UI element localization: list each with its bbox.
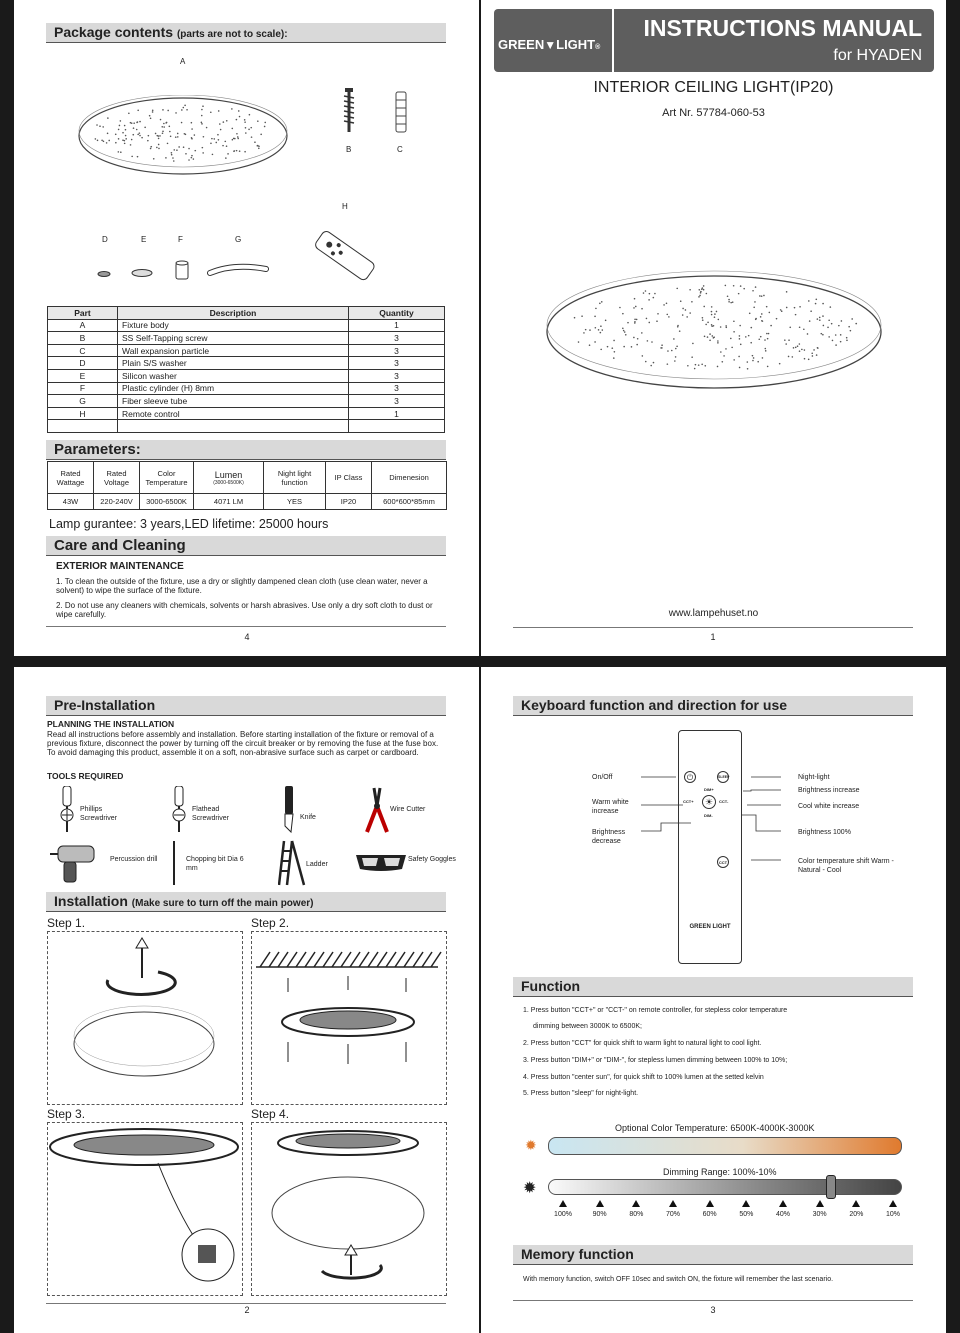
- step-3-label: Step 3.: [47, 1107, 86, 1121]
- power-icon: ⏻: [686, 773, 694, 782]
- tick-label: 90%: [592, 1211, 607, 1218]
- page-number-2: 2: [244, 1305, 250, 1315]
- phillips-label: Phillips Screwdriver: [80, 806, 117, 822]
- function-title: Function: [513, 977, 913, 997]
- table-cell: A: [48, 319, 118, 332]
- tick-label: 50%: [739, 1211, 754, 1218]
- step-1-box: [47, 931, 243, 1105]
- installation-title: Installation (Make sure to turn off the main power): [46, 892, 446, 912]
- header-divider: [612, 9, 614, 72]
- parameters-title: Parameters:: [46, 440, 446, 460]
- color-shift-label: Color temperature shift Warm - Natural - Cool: [798, 858, 894, 874]
- step-2-label: Step 2.: [251, 916, 290, 930]
- step-2-box: [251, 931, 447, 1105]
- function-item-3: 3. Press button "DIM+" or "DIM-", for stepless lumen dimming between 100% to 10%;: [523, 1057, 788, 1064]
- exterior-maintenance-title: EXTERIOR MAINTENANCE: [56, 561, 184, 572]
- manual-subtitle: for HYADEN: [833, 47, 922, 64]
- table-cell: B: [48, 332, 118, 345]
- ceiling-light-illustration: [545, 268, 883, 392]
- table-cell: Plain S/S washer: [118, 357, 349, 370]
- label-b: B: [346, 145, 352, 154]
- param-header-wattage: Rated Wattage: [48, 462, 94, 494]
- step-1-label: Step 1.: [47, 916, 86, 930]
- bright-sun-icon: ✹: [523, 1180, 537, 1197]
- tick-label: 40%: [775, 1211, 790, 1218]
- table-cell: E: [48, 369, 118, 382]
- table-cell: 3: [349, 395, 445, 408]
- param-header-night-light: Night light function: [264, 462, 326, 494]
- footer-line: [46, 626, 446, 627]
- tick-marker: [632, 1200, 640, 1207]
- function-item-4: 4. Press button "center sun", for quick shift to 100% lumen at the setted kelvin: [523, 1074, 764, 1081]
- table-cell: 3: [349, 332, 445, 345]
- tick-label: 60%: [702, 1211, 717, 1218]
- planning-title: PLANNING THE INSTALLATION: [47, 719, 175, 729]
- page-number-3: 3: [710, 1305, 716, 1315]
- param-value: 3000-6500K: [140, 494, 194, 510]
- care-title: Care and Cleaning: [46, 536, 446, 556]
- page-number-4: 4: [244, 632, 250, 642]
- drill-label: Percussion drill: [110, 856, 158, 863]
- table-cell: 3: [349, 344, 445, 357]
- warm-sun-icon: ✹: [525, 1137, 537, 1153]
- parameters-table: [47, 461, 447, 510]
- tools-title: TOOLS REQUIRED: [47, 771, 124, 781]
- package-contents-title: Package contents (parts are not to scale):: [46, 23, 446, 43]
- param-value: 4071 LM: [194, 494, 264, 510]
- ladder-icon: [278, 839, 306, 887]
- dimming-range-bar: [548, 1179, 902, 1195]
- label-d: D: [102, 235, 108, 244]
- brightness-decrease-label: Brightness decrease: [592, 829, 626, 845]
- footer-line: [513, 1300, 913, 1301]
- drill-bit-icon: [170, 841, 178, 885]
- table-cell: Fixture body: [118, 319, 349, 332]
- percussion-drill-icon: [50, 842, 104, 886]
- table-cell: 3: [349, 382, 445, 395]
- tick-label: 80%: [629, 1211, 644, 1218]
- step-3-illustration: [48, 1123, 244, 1297]
- tick-label: 30%: [812, 1211, 827, 1218]
- care-item-1: 1. To clean the outside of the fixture, use a dry or slightly dampened clean cloth (use clean water, never a solvent) to wipe the surface of the fixture.: [56, 577, 428, 595]
- label-c: C: [397, 145, 403, 154]
- param-header-lumen: Lumen (3000-6500K): [194, 462, 264, 494]
- param-header-dimension: Dimenesion: [372, 462, 447, 494]
- param-value: 220-240V: [94, 494, 140, 510]
- table-cell: H: [48, 407, 118, 420]
- parts-header-part: Part: [48, 307, 118, 320]
- page-1: [481, 0, 946, 656]
- sun-icon: ☀: [704, 797, 714, 807]
- tick-label: 10%: [885, 1211, 900, 1218]
- table-cell: SS Self-Tapping screw: [118, 332, 349, 345]
- parts-table: [47, 306, 445, 433]
- memory-text: With memory function, switch OFF 10sec and switch ON, the fixture will remember the last scenario.: [523, 1276, 834, 1283]
- night-light-label: Night-light: [798, 774, 830, 781]
- param-header-ip-class: IP Class: [326, 462, 372, 494]
- website-text: www.lampehuset.no: [668, 608, 759, 619]
- pre-installation-title: Pre-Installation: [46, 696, 446, 716]
- label-g: G: [235, 235, 242, 244]
- tick-marker: [852, 1200, 860, 1207]
- tick-marker: [816, 1200, 824, 1207]
- table-cell: Silicon washer: [118, 369, 349, 382]
- label-e: E: [141, 235, 147, 244]
- page-3: [481, 667, 946, 1333]
- table-row: [48, 395, 445, 408]
- step-2-illustration: [252, 932, 448, 1106]
- step-4-box: [251, 1122, 447, 1296]
- planning-text: Read all instructions before assembly and installation. Before starting installation of the fixture or removal of a previous fixture, disconnect the power by turning off the circuit breaker or by removing the fuse at the fuse box. To avoid damaging this product, assemble it on a soft, non-abrasive surface such as carpet or cardboard.: [47, 730, 439, 757]
- table-cell: F: [48, 382, 118, 395]
- color-temperature-bar: [548, 1137, 902, 1155]
- param-header-voltage: Rated Voltage: [94, 462, 140, 494]
- label-a: A: [180, 57, 186, 66]
- parts-header-quantity: Quantity: [349, 307, 445, 320]
- sleep-button[interactable]: SLEEP: [717, 771, 729, 783]
- keyboard-function-title: Keyboard function and direction for use: [513, 696, 913, 716]
- step-4-label: Step 4.: [251, 1107, 290, 1121]
- brightness-100-label: Brightness 100%: [798, 829, 851, 836]
- article-number: Art Nr. 57784-060-53: [662, 107, 765, 119]
- table-cell: Wall expansion particle: [118, 344, 349, 357]
- guarantee-text: Lamp gurantee: 3 years,LED lifetime: 25000 hours: [49, 517, 329, 531]
- table-cell: 1: [349, 319, 445, 332]
- tick-label: 70%: [665, 1211, 680, 1218]
- function-item-5: 5. Press button "sleep" for night-light.: [523, 1090, 639, 1097]
- parts-header-description: Description: [118, 307, 349, 320]
- cool-white-label: Cool white increase: [798, 803, 860, 810]
- screw-illustration: [342, 88, 356, 134]
- param-value: IP20: [326, 494, 372, 510]
- color-temp-label: Optional Color Temperature: 6500K-4000K-3000K: [615, 1123, 815, 1133]
- care-item-2: 2. Do not use any cleaners with chemicals, solvents or harsh abrasives. Use only a dry soft cloth to dust or wipe carefully.: [56, 601, 433, 619]
- brightness-increase-label: Brightness increase: [798, 787, 860, 794]
- knife-label: Knife: [300, 814, 316, 821]
- label-f: F: [178, 235, 183, 244]
- flathead-label: Flathead Screwdriver: [192, 806, 229, 822]
- cct-plus-button[interactable]: CCT+: [683, 799, 694, 804]
- wall-plug-illustration: [394, 90, 408, 134]
- tick-marker: [706, 1200, 714, 1207]
- small-parts-illustration: [94, 215, 394, 285]
- wire-cutter-label: Wire Cutter: [390, 806, 426, 813]
- param-header-color-temp: Color Temperature: [140, 462, 194, 494]
- table-row: [48, 407, 445, 420]
- step-1-illustration: [48, 932, 244, 1106]
- table-row: [48, 382, 445, 395]
- table-cell: 3: [349, 369, 445, 382]
- table-row: [48, 332, 445, 345]
- function-item-1: 1. Press button "CCT+" or "CCT-" on remote controller, for stepless color temperature: [523, 1007, 788, 1014]
- label-h: H: [342, 202, 348, 211]
- function-item-2: 2. Press button "CCT" for quick shift to warm light to natural light to cool light.: [523, 1040, 762, 1047]
- tick-marker: [596, 1200, 604, 1207]
- remote-brand: GREEN LIGHT: [689, 924, 731, 930]
- param-value: YES: [264, 494, 326, 510]
- tick-marker: [889, 1200, 897, 1207]
- table-cell: Fiber sleeve tube: [118, 395, 349, 408]
- table-row-empty: [48, 420, 445, 433]
- cct-button[interactable]: CCT: [717, 856, 729, 868]
- table-row: [48, 369, 445, 382]
- page-4: [14, 0, 479, 656]
- memory-function-title: Memory function: [513, 1245, 913, 1265]
- tick-label: 20%: [849, 1211, 864, 1218]
- table-row: [48, 357, 445, 370]
- page-2: [14, 667, 479, 1333]
- cct-callout-line: [751, 855, 801, 865]
- param-value: 43W: [48, 494, 94, 510]
- dim-plus-button[interactable]: DIM+: [704, 787, 714, 792]
- warm-white-label: Warm white increase: [592, 799, 629, 815]
- dimming-slider-handle[interactable]: [826, 1175, 836, 1199]
- bulb-icon: ▼: [544, 38, 557, 52]
- table-cell: G: [48, 395, 118, 408]
- knife-icon: [282, 786, 296, 834]
- ladder-label: Ladder: [306, 861, 328, 868]
- table-cell: Remote control: [118, 407, 349, 420]
- brand-logo: GREEN▼LIGHT®: [498, 37, 601, 52]
- phillips-screwdriver-icon: [58, 786, 78, 834]
- function-item-1-cont: dimming between 3000K to 6500K;: [533, 1023, 642, 1030]
- table-cell: Plastic cylinder (H) 8mm: [118, 382, 349, 395]
- param-value: 600*600*85mm: [372, 494, 447, 510]
- page-number-1: 1: [710, 632, 716, 642]
- table-cell: C: [48, 344, 118, 357]
- manual-title: INSTRUCTIONS MANUAL: [643, 15, 922, 41]
- table-cell: 1: [349, 407, 445, 420]
- cover-header: [494, 9, 934, 72]
- table-cell: D: [48, 357, 118, 370]
- wire-cutter-icon: [362, 786, 392, 834]
- fixture-body-illustration: [78, 95, 288, 177]
- tick-marker: [779, 1200, 787, 1207]
- on-off-label: On/Off: [592, 774, 613, 781]
- tick-marker: [669, 1200, 677, 1207]
- step-3-box: [47, 1122, 243, 1296]
- tick-marker: [559, 1200, 567, 1207]
- dim-minus-button[interactable]: DIM-: [704, 813, 713, 818]
- table-cell: 3: [349, 357, 445, 370]
- table-row: [48, 344, 445, 357]
- tick-label: 100%: [554, 1211, 572, 1218]
- step-4-illustration: [252, 1123, 448, 1297]
- flathead-screwdriver-icon: [170, 786, 190, 834]
- cct-minus-button[interactable]: CCT-: [719, 799, 729, 804]
- table-row: [48, 319, 445, 332]
- drill-bit-label: Chopping bit Dia 6 mm: [186, 856, 244, 872]
- footer-line: [513, 627, 913, 628]
- product-title: INTERIOR CEILING LIGHT(IP20): [593, 79, 834, 96]
- footer-line: [46, 1303, 446, 1304]
- dimming-label: Dimming Range: 100%-10%: [663, 1167, 777, 1177]
- tick-marker: [742, 1200, 750, 1207]
- safety-goggles-icon: [354, 851, 408, 875]
- goggles-label: Safety Goggles: [408, 856, 456, 863]
